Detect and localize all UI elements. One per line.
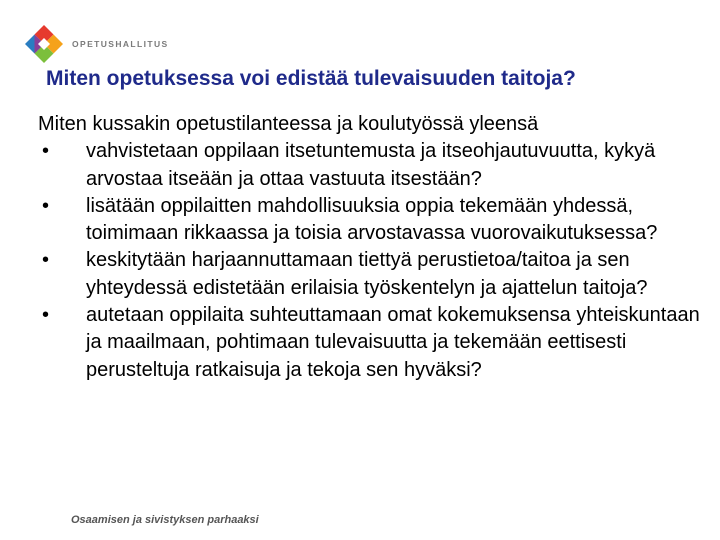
bullet-icon: • <box>42 140 50 163</box>
bullet-list <box>38 138 710 384</box>
bullet-item <box>38 138 710 193</box>
bullet-text: vahvistetaan oppilaan itsetuntemusta ja itseohjautuvuutta, kykyä arvostaa itseään ja ottaa vastuuta itsestään? <box>86 140 656 190</box>
bullet-item <box>38 302 710 384</box>
bullet-icon: • <box>42 249 50 272</box>
slide-content <box>38 111 710 384</box>
bullet-text: lisätään oppilaitten mahdollisuuksia oppia tekemään yhdessä, toimimaan rikkaassa ja toisia arvostavassa vuorovaikutuksessa? <box>86 194 658 245</box>
opetushallitus-logo <box>24 24 169 64</box>
bullet-icon: • <box>42 304 50 327</box>
brand-tagline: Osaamisen ja sivistyksen parhaaksi <box>71 514 259 526</box>
slide-title: Miten opetuksessa voi edistää tulevaisuuden taitoja? <box>46 67 576 90</box>
bullet-item <box>38 247 710 302</box>
opetushallitus-logo-mark <box>24 24 64 64</box>
bullet-icon: • <box>42 194 50 217</box>
bullet-item <box>38 193 710 248</box>
bullet-text: autetaan oppilaita suhteuttamaan omat kokemuksensa yhteiskuntaan ja maailmaan, pohtimaan tulevaisuutta ja tekemään eettisesti perusteltuja ratkaisuja ja tekoja sen hyväksi? <box>86 304 700 381</box>
intro-text: Miten kussakin opetustilanteessa ja koulutyössä yleensä <box>38 113 539 135</box>
brand-name: OPETUSHALLITUS <box>72 39 169 49</box>
bullet-text: keskitytään harjaannuttamaan tiettyä perustietoa/taitoa ja sen yhteydessä edistetään erilaisia työskentelyn ja ajattelun taitoja? <box>86 249 648 299</box>
